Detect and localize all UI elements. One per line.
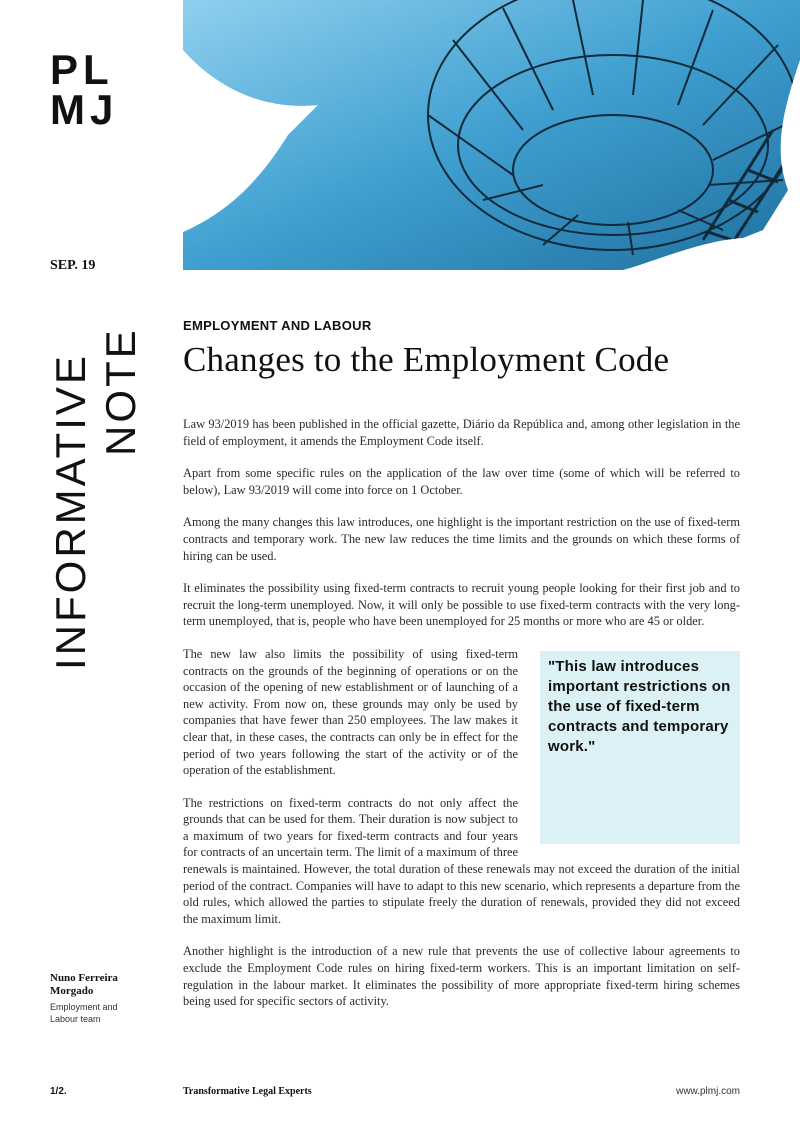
section-label: EMPLOYMENT AND LABOUR [183, 318, 372, 333]
footer-tagline: Transformative Legal Experts [183, 1086, 312, 1097]
article-body [183, 416, 740, 1026]
author-name: Nuno Ferreira Morgado [50, 972, 118, 997]
page-number: 1/2. [50, 1086, 67, 1097]
pull-quote: "This law introduces important restrictions on the use of fixed-term contracts and temporary work." [548, 657, 731, 755]
paragraph: Law 93/2019 has been published in the official gazette, Diário da República and, among other legislation in the field of employment, it amends the Employment Code itself. [183, 417, 740, 448]
pull-quote-box [540, 651, 740, 844]
logo-line-1: PL [50, 46, 114, 93]
vertical-title-line-2: NOTE [97, 327, 144, 456]
footer-url[interactable]: www.plmj.com [676, 1086, 740, 1097]
paragraph: Another highlight is the introduction of a new rule that prevents the use of collective labour agreements to exclude the Employment Code rules on hiring fixed-term workers. This is an important limitation on self-regulation in the labour market. It eliminates the possibility of more appropriate fixed-term hiring schemes being used for specific sectors of activity. [183, 944, 740, 1009]
paragraph: Apart from some specific rules on the application of the law over time (some of which will be referred to below), Law 93/2019 will come into force on 1 October. [183, 466, 740, 497]
paragraph: The restrictions on fixed-term contracts do not only affect the grounds that can be used for them. Their duration is now subject to a maximum of two years for fixed-term contracts and four years for contracts of an uncertain term. The limit of a maximum of three renewals is maintained. However, the total duration of these renewals may not exceed the duration of the initial period of the contract. Companies will have to adapt to this new scenario, which represents a departure from the old rules, which allowed the parties to stipulate freely the duration of renewals, provided they did not exceed the maximum limit. [183, 795, 740, 926]
author-team: Employment and Labour team [50, 1002, 118, 1024]
paragraph: The new law also limits the possibility of using fixed-term contracts on the grounds of the beginning of operations or on the occasion of the opening of new establishment or of launching of a new activity. From now on, these grounds may only be used by companies that have fewer than 250 employees. The law makes it clear that, in these cases, the contracts can only be in effect for the period of two years following the start of the activity or of the operation of the establishment. [183, 646, 518, 778]
plmj-logo [50, 46, 119, 133]
issue-date: SEP. 19 [50, 258, 96, 273]
author-block [50, 972, 140, 1025]
paragraph: It eliminates the possibility using fixed-term contracts to recruit young people looking for their first job and to recruit the long-term unemployed. Now, it will only be possible to use fixed-term contracts with the very long-term unemployed, that is, people who have been unemployed for 25 months or more who are 45 or older. [183, 581, 740, 629]
hero-image [183, 0, 800, 270]
paragraph: Among the many changes this law introduces, one highlight is the important restriction on the use of fixed-term contracts and temporary work. The new law reduces the time limits and the grounds on which these forms of hiring can be used. [183, 515, 740, 563]
informative-note-vertical-title [47, 318, 144, 670]
vertical-title-line-1: INFORMATIVE [47, 353, 94, 670]
logo-line-2: MJ [50, 86, 119, 133]
page-title: Changes to the Employment Code [183, 340, 670, 379]
